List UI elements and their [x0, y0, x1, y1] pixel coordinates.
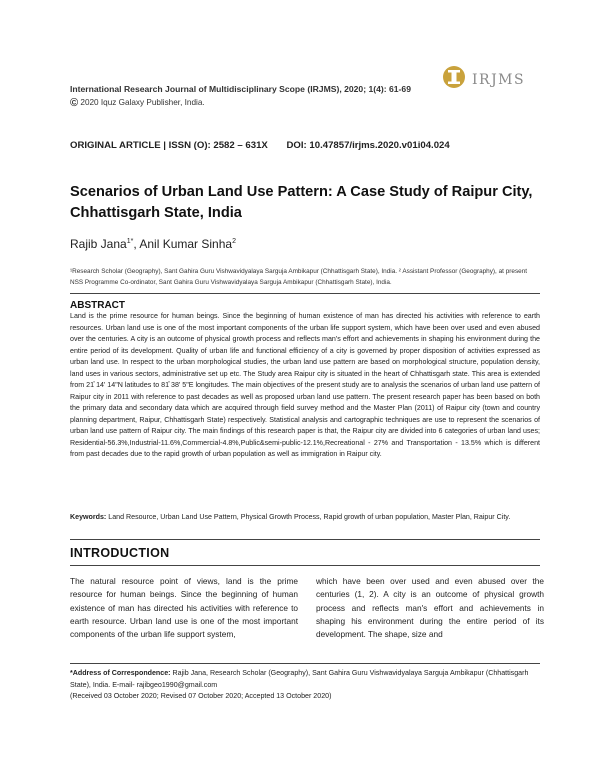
journal-logo-text: IRJMS [472, 72, 526, 88]
divider [70, 539, 540, 540]
article-type-issn: ORIGINAL ARTICLE | ISSN (O): 2582 – 631X [70, 140, 268, 151]
introduction-column-right: which have been over used and even abused over the centuries (1, 2). A city is an outcome of physical growth process and reflects man's effort and achievements in shaping his environment during the entire period of its development. The shape, size and [316, 576, 544, 640]
keywords-text: Land Resource, Urban Land Use Pattern, Physical Growth Process, Rapid growth of urban population, Master Plan, Raipur City. [108, 513, 511, 521]
copyright-text: 2020 Iquz Galaxy Publisher, India. [80, 98, 205, 107]
footnote-divider [70, 663, 540, 664]
keywords-label: Keywords: [70, 513, 107, 521]
article-doi[interactable]: DOI: 10.47857/irjms.2020.v01i04.024 [286, 140, 450, 151]
author-name: Anil Kumar Sinha [139, 237, 233, 251]
author-superscript: 2 [232, 238, 236, 245]
divider [70, 565, 540, 566]
correspondence-label: *Address of Correspondence: [70, 669, 171, 677]
author-name: Rajib Jana [70, 237, 127, 251]
copyright-line [70, 97, 205, 109]
abstract-body: Land is the prime resource for human beings. Since the beginning of human existence of man has directed his activities with reference to earth resources. Urban land use is one of the most important components of the urban life support system, which have been over used and even abused over the centuries. A city is an outcome of physical growth process and reflects man's effort and achievements in shaping his environment during the entire period of its development. Quality of urban life and functional efficiency of a city is governed by proper disposition of activities expressed as urban land use. In respect to the urban morphological studies, the urban land use pattern are based on morphological structure, population density, land uses in various sectors, administrative set up etc. The Study area Raipur city is situated in the heart of Chhattisgarh state. This area is extended from 21̊ 14' 14"N latitudes to 81̊ 38' 5"E longitudes. The main objectives of the present study are to analysis the scenarios of urban land use pattern of Raipur city in 2011 with reference to past decades as well as proposed urban land use pattern. The present research paper has been based on both the primary data and secondary data which are acquired through field survey method and the Master Plan (2011) of Raipur city (town and country planning department, Raipur, Chhattisgarh State) respectively. Statistical analysis and cartographic techniques are use to represent the scenarios of urban land use pattern of Raipur city. The main findings of this research paper is that, the Raipur city are divided into 6 categories of urban land uses; Residential-56.3%,Industrial-11.6%,Commercial-4.8%,Public&semi-public-12.1%,Recreational - 27% and Transportation - 13.5% which is different from past decades due to the rapid growth of urban population as well as immigration in Raipur city. [70, 312, 540, 458]
copyright-symbol: © [70, 97, 79, 109]
article-meta [70, 140, 450, 151]
keywords [70, 512, 540, 524]
abstract-heading: ABSTRACT [70, 300, 125, 311]
paper-title: Scenarios of Urban Land Use Pattern: A Case Study of Raipur City, Chhattisgarh State, India [70, 184, 533, 221]
author-list [70, 237, 236, 251]
author-separator: , [133, 237, 140, 251]
author-superscript: 1* [126, 238, 134, 245]
article-dates: (Received 03 October 2020; Revised 07 October 2020; Accepted 13 October 2020) [70, 692, 332, 700]
introduction-heading: INTRODUCTION [70, 546, 170, 560]
correspondence-text: Rajib Jana, Research Scholar (Geography), Sant Gahira Guru Vishwavidyalaya Sarguja Ambikapur (Chhattisgarh State), India. E-mail- rajibgeo1990@gmail.com [70, 669, 529, 689]
correspondence-footnote [70, 668, 540, 703]
journal-citation: International Research Journal of Multidisciplinary Scope (IRJMS), 2020; 1(4): 61-69 [70, 84, 411, 94]
introduction-column-left: The natural resource point of views, land is the prime resource for human beings. Since the beginning of human existence of man has directed his activities with reference to earth resource. Urban land use is one of the most important components of the urban life support system, [70, 576, 298, 640]
divider [70, 293, 540, 294]
author-affiliations: ¹Research Scholar (Geography), Sant Gahira Guru Vishwavidyalaya Sarguja Ambikapur (Chhattisgarh State), India. ² Assistant Professor (Geography), at present NSS Programme Co-ordinator, Sant Gahira Guru Vishwavidyalaya Sarguja Ambikapur (Chhattisgarh State), India. [70, 268, 528, 286]
